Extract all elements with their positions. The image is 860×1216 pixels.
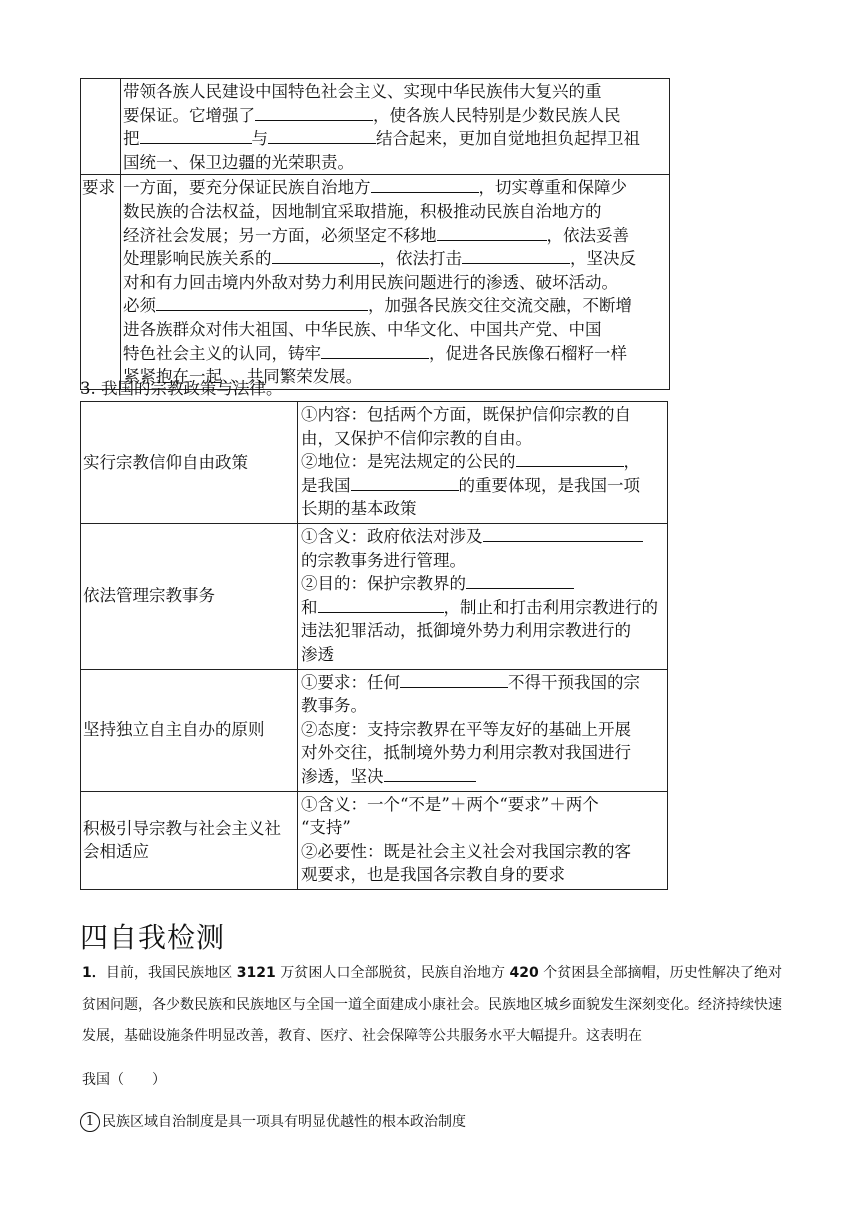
table-row — [81, 79, 670, 175]
fill-blank[interactable] — [321, 342, 429, 359]
fill-blank[interactable] — [400, 671, 508, 688]
table-row — [81, 791, 668, 889]
fill-blank[interactable] — [462, 247, 570, 264]
fill-blank[interactable] — [268, 127, 376, 144]
option-1[interactable] — [80, 1110, 466, 1134]
policy-detail: ①含义：政府依法对涉及 的宗教事务进行管理。 ②目的：保护宗教界的 和 ，制止和打击利用宗教进行的 违法犯罪活动，抵御境外势力利用宗教进行的 渗透 — [298, 523, 668, 669]
significance-cell: 带领各族人民建设中国特色社会主义、实现中华民族伟大复兴的重 要保证。它增强了 ，使各族人民特别是少数民族人民 把 与 结合起来，更加自觉地担负起捍卫祖 国统一、保卫边疆的光荣职责。 — [121, 79, 670, 175]
fill-blank[interactable] — [351, 474, 459, 491]
fill-blank[interactable] — [272, 247, 380, 264]
fill-blank[interactable] — [437, 224, 547, 241]
question-number: 1． — [82, 965, 106, 981]
policy-detail: ①内容：包括两个方面，既保护信仰宗教的自 由，又保护不信仰宗教的自由。 ②地位：是宪法规定的公民的 ， 是我国 的重要体现，是我国一项 长期的基本政策 — [298, 402, 668, 524]
requirement-cell: 一方面，要充分保证民族自治地方 ，切实尊重和保障少 数民族的合法权益，因地制宜采取措施，积极推动民族自治地方的 经济社会发展；另一方面，必须坚定不移地 ，依法妥善 处理影响民族关系的 ，依法打击 ，坚决反 对和有力回击境内外敌对势力利用民族问题进行的渗透、破坏活动。 必须 ，加强各民族交往交流交融，不断增 进各族群众对伟大祖国、中华民族、中华文化、中国共产党、中国 特色社会主义的认同，铸牢 ，促进各民族像石榴籽一样 紧紧抱在一起、、共同繁荣发展。 — [121, 175, 670, 389]
fill-blank[interactable] — [516, 450, 624, 467]
policy-detail: ①含义：一个“不是”＋两个“要求”＋两个 “支持” ②必要性：既是社会主义社会对我国宗教的客 观要求，也是我国各宗教自身的要求 — [298, 791, 668, 889]
fill-blank[interactable] — [483, 525, 643, 542]
fill-blank[interactable] — [371, 176, 479, 193]
religion-policy-table — [80, 401, 668, 890]
fill-blank[interactable] — [384, 765, 476, 782]
policy-label: 积极引导宗教与社会主义社会相适应 — [81, 791, 298, 889]
fill-blank[interactable] — [156, 294, 368, 311]
question-stem-end: 我国（ ） — [82, 1072, 166, 1088]
option-text: 民族区域自治制度是具一项具有明显优越性的根本政治制度 — [102, 1114, 466, 1130]
table-row — [81, 175, 670, 389]
row-label: 要求 — [81, 175, 121, 389]
row-label — [81, 79, 121, 175]
policy-detail: ①要求：任何 不得干预我国的宗 教事务。 ②态度：支持宗教界在平等友好的基础上开展 对外交往，抵制境外势力利用宗教对我国进行 渗透，坚决 — [298, 669, 668, 791]
table-row — [81, 402, 668, 524]
policy-label: 实行宗教信仰自由政策 — [81, 402, 298, 524]
table-row — [81, 523, 668, 669]
question-1: 1．目前，我国民族地区 3121 万贫困人口全部脱贫，民族自治地方 420 个贫困县全部摘帽，历史性解决了绝对贫困问题，各少数民族和民族地区与全国一道全面建成小康社会。民族地区城乡面貌发生深刻变化。经济持续快速发展，基础设施条件明显改善，教育、医疗、社会保障等公共服务水平大幅提升。这表明在 — [82, 965, 783, 1044]
fill-blank[interactable] — [318, 596, 444, 613]
circled-number: 1 — [80, 1112, 100, 1132]
fill-blank[interactable] — [140, 127, 252, 144]
policy-label: 依法管理宗教事务 — [81, 523, 298, 669]
fill-blank[interactable] — [466, 572, 574, 589]
table-row — [81, 669, 668, 791]
policy-label: 坚持独立自主自办的原则 — [81, 669, 298, 791]
section-3-title: 3. 我国的宗教政策与法律。 — [80, 379, 283, 398]
section-4-heading: 四自我检测 — [80, 921, 226, 954]
fill-blank[interactable] — [255, 104, 373, 121]
ethnic-policy-table — [80, 78, 670, 390]
